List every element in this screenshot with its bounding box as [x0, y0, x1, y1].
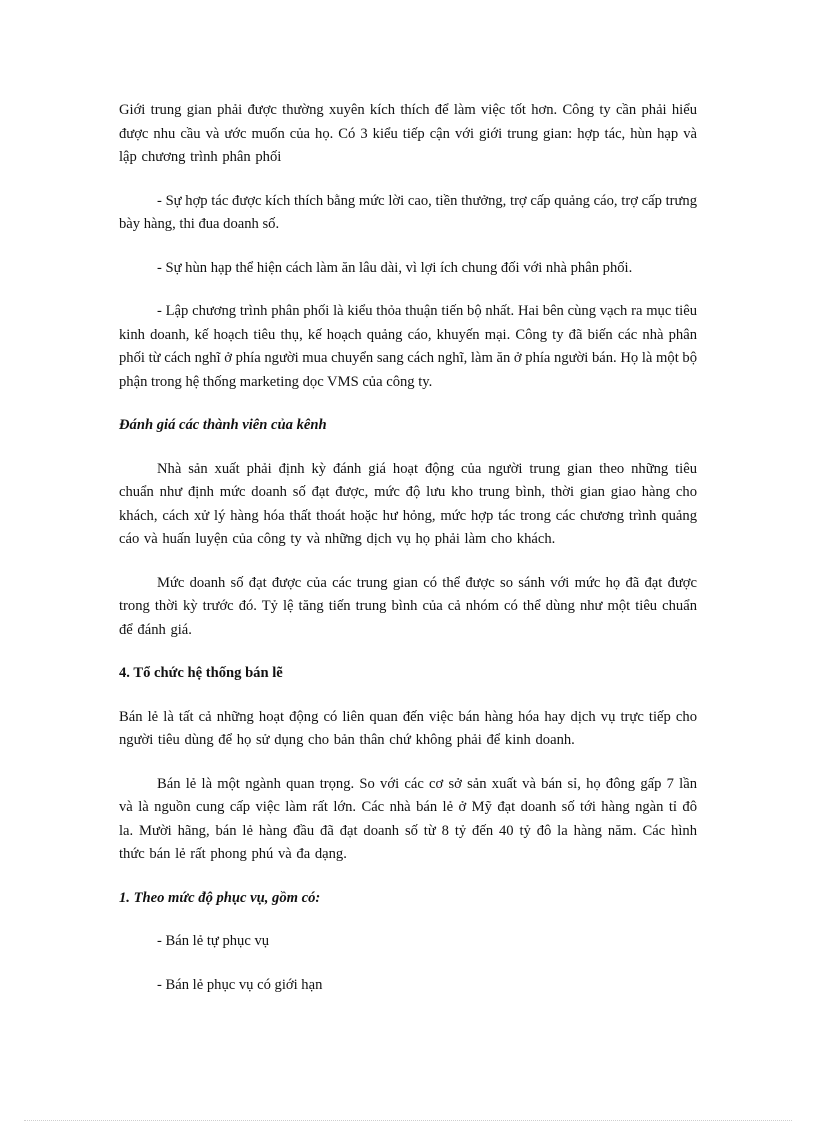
bullet-distribution-program: - Lập chương trình phân phối là kiểu thỏa thuận tiến bộ nhất. Hai bên cùng vạch ra mục tiêu kinh doanh, kế hoạch tiêu thụ, kế hoạch quảng cáo, khuyến mại. Công ty đã biến các nhà phân phối từ cách nghĩ ở phía người mua chuyển sang cách nghĩ, làm ăn ở phía người bán. Họ là một bộ phận trong hệ thống marketing dọc VMS của công ty. — [119, 303, 697, 390]
section-heading-retail: 4. Tổ chức hệ thống bán lẽ — [119, 665, 283, 681]
subsection-heading-service-level: 1. Theo mức độ phục vụ, gồm có: — [119, 889, 321, 906]
section-heading-evaluation: Đánh giá các thành viên của kênh — [119, 417, 327, 433]
bullet-partnership: - Sự hùn hạp thể hiện cách làm ăn lâu dài, vì lợi ích chung đối với nhà phân phối. — [157, 259, 633, 276]
paragraph-retail-importance: Bán lẻ là một ngành quan trọng. So với các cơ sở sản xuất và bán sỉ, họ đông gấp 7 lần và là nguồn cung cấp việc làm rất lớn. Các nhà bán lẻ ở Mỹ đạt doanh số tới hàng ngàn tỉ đô la. Mười hãng, bán lẻ hàng đầu đã đạt doanh số từ 8 tỷ đến 40 tỷ đô la hàng năm. Các hình thức bán lẻ rất phong phú và đa dạng. — [119, 775, 697, 862]
bullet-cooperation: - Sự hợp tác được kích thích bằng mức lời cao, tiền thưởng, trợ cấp quảng cáo, trợ cấp trưng bày hàng, thi đua doanh số. — [119, 192, 697, 232]
paragraph-evaluation: Nhà sản xuất phải định kỳ đánh giá hoạt động của người trung gian theo những tiêu chuẩn như định mức doanh số đạt được, mức độ lưu kho trung bình, thời gian giao hàng cho khách, cách xử lý hàng hóa thất thoát hoặc hư hỏng, mức hợp tác trong các chương trình quảng cáo và huấn luyện của công ty và những dịch vụ họ phải làm cho khách. — [119, 460, 697, 547]
bullet-limited-service: - Bán lẻ phục vụ có giới hạn — [157, 976, 323, 993]
page-bottom-rule — [24, 1120, 792, 1121]
paragraph-intro: Giới trung gian phải được thường xuyên kích thích để làm việc tốt hơn. Công ty cần phải hiểu được nhu cầu và ước muốn của họ. Có 3 kiểu tiếp cận với giới trung gian: hợp tác, hùn hạp và lập chương trình phân phối — [119, 102, 697, 165]
document-page — [119, 99, 697, 1017]
paragraph-retail-definition: Bán lẻ là tất cả những hoạt động có liên quan đến việc bán hàng hóa hay dịch vụ trực tiếp cho người tiêu dùng để họ sử dụng cho bản thân chứ không phải để kinh doanh. — [119, 708, 697, 748]
paragraph-sales-comparison: Mức doanh số đạt được của các trung gian có thể được so sánh với mức họ đã đạt được trong thời kỳ trước đó. Tỷ lệ tăng tiến trung bình của cả nhóm có thể dùng như một tiêu chuẩn để đánh giá. — [119, 574, 697, 638]
bullet-self-service: - Bán lẻ tự phục vụ — [157, 933, 270, 949]
